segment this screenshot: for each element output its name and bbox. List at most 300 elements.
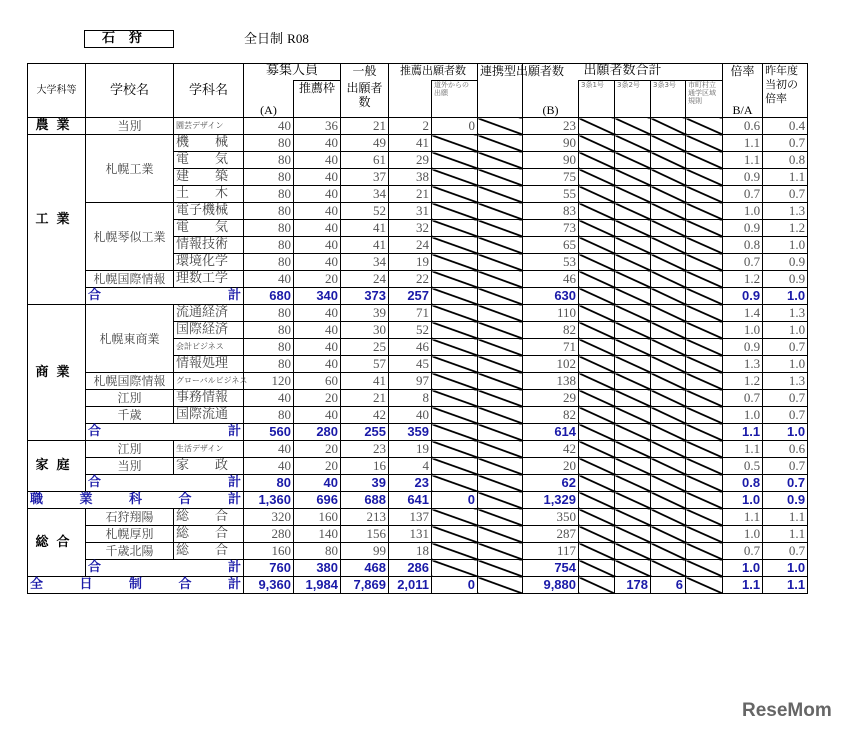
slash-cell: [651, 509, 686, 526]
slash-cell: [615, 373, 651, 390]
value-cell: 1.3: [763, 305, 808, 322]
slash-cell: [651, 118, 686, 135]
value-cell: 80: [244, 254, 294, 271]
value-cell: 40: [294, 220, 341, 237]
value-cell: 0.9: [723, 288, 763, 305]
subtitle-prefix: 全日制: [244, 32, 284, 47]
dept-cell: 事務情報: [174, 390, 244, 407]
dept-cell: 国際流通: [174, 407, 244, 424]
subtotal-label: [86, 475, 244, 492]
dept-cell: 建 築: [174, 169, 244, 186]
slash-cell: [579, 475, 615, 492]
slash-cell: [615, 407, 651, 424]
subtitle: [244, 30, 309, 48]
col-total-apps: 出願者数合計: [523, 64, 723, 81]
value-cell: 24: [389, 237, 432, 254]
value-cell: 40: [294, 305, 341, 322]
value-cell: 0.7: [763, 339, 808, 356]
slash-cell: [651, 424, 686, 441]
col-school: 学校名: [86, 64, 174, 118]
dept-cell: 土 木: [174, 186, 244, 203]
value-cell: 23: [341, 441, 389, 458]
slash-cell: [686, 458, 723, 475]
subtotal-label-text: [88, 424, 241, 440]
value-cell: 1.1: [723, 509, 763, 526]
dept-cell: グローバルビジネス: [174, 373, 244, 390]
slash-cell: [478, 152, 523, 169]
slash-cell: [478, 118, 523, 135]
value-cell: 41: [341, 220, 389, 237]
label-char: 計: [227, 492, 241, 507]
slash-cell: [615, 475, 651, 492]
value-cell: 80: [244, 186, 294, 203]
slash-cell: [579, 492, 615, 509]
value-cell: 1.3: [763, 373, 808, 390]
subtotal-row: [28, 288, 808, 305]
value-cell: 380: [294, 560, 341, 577]
value-cell: 1.0: [723, 407, 763, 424]
value-cell: 65: [523, 237, 579, 254]
value-cell: 140: [294, 526, 341, 543]
label-char: 業: [79, 492, 93, 507]
label-char: 計: [227, 560, 241, 575]
value-cell: 0.7: [763, 475, 808, 492]
slash-cell: [686, 203, 723, 220]
slash-cell: [579, 271, 615, 288]
slash-cell: [432, 186, 478, 203]
school-cell: 当別: [86, 458, 174, 475]
value-cell: 1.1: [723, 135, 763, 152]
slash-cell: [651, 220, 686, 237]
value-cell: 350: [523, 509, 579, 526]
value-cell: 138: [523, 373, 579, 390]
slash-cell: [686, 407, 723, 424]
value-cell: 1,360: [244, 492, 294, 509]
slash-cell: [579, 118, 615, 135]
value-cell: 23: [523, 118, 579, 135]
value-cell: 320: [244, 509, 294, 526]
value-cell: 73: [523, 220, 579, 237]
grand-total-label-text: [30, 492, 241, 508]
value-cell: 0.5: [723, 458, 763, 475]
slash-cell: [686, 118, 723, 135]
school-cell: 札幌東商業: [86, 305, 174, 373]
slash-cell: [579, 322, 615, 339]
slash-cell: [615, 543, 651, 560]
applicants-table: [27, 63, 808, 594]
value-cell: 39: [341, 305, 389, 322]
slash-cell: [615, 288, 651, 305]
value-cell: 1.0: [763, 322, 808, 339]
value-cell: 1.0: [763, 237, 808, 254]
value-cell: 80: [244, 305, 294, 322]
slash-cell: [686, 424, 723, 441]
slash-cell: [686, 135, 723, 152]
value-cell: 1.1: [763, 577, 808, 594]
slash-cell: [686, 390, 723, 407]
label-char: 計: [227, 288, 241, 303]
value-cell: 0.7: [723, 186, 763, 203]
value-cell: 0.8: [763, 152, 808, 169]
slash-cell: [686, 441, 723, 458]
slash-cell: [478, 492, 523, 509]
table-row: [28, 509, 808, 526]
school-cell: 千歳北陽: [86, 543, 174, 560]
slash-cell: [432, 424, 478, 441]
slash-cell: [579, 135, 615, 152]
dept-cell: 理数工学: [174, 271, 244, 288]
slash-cell: [432, 322, 478, 339]
value-cell: 280: [294, 424, 341, 441]
value-cell: 40: [294, 339, 341, 356]
subtotal-label-text: [88, 288, 241, 304]
category-cell: 総合: [28, 509, 86, 577]
value-cell: 40: [244, 118, 294, 135]
value-cell: 117: [523, 543, 579, 560]
slash-cell: [579, 254, 615, 271]
value-cell: 0.6: [723, 118, 763, 135]
value-cell: 1.0: [723, 322, 763, 339]
slash-cell: [615, 356, 651, 373]
slash-cell: [615, 560, 651, 577]
value-cell: 52: [341, 203, 389, 220]
slash-cell: [432, 458, 478, 475]
label-char: 全: [30, 577, 44, 592]
value-cell: 680: [244, 288, 294, 305]
slash-cell: [478, 271, 523, 288]
value-cell: 40: [294, 186, 341, 203]
slash-cell: [615, 220, 651, 237]
slash-cell: [651, 271, 686, 288]
value-cell: 1.3: [723, 356, 763, 373]
value-cell: 37: [341, 169, 389, 186]
col-j3: 3条3号: [651, 81, 686, 118]
slash-cell: [478, 475, 523, 492]
slash-cell: [686, 288, 723, 305]
value-cell: 52: [389, 322, 432, 339]
label-char: 合: [88, 560, 102, 575]
subtotal-label-text: [88, 560, 241, 576]
slash-cell: [432, 271, 478, 288]
value-cell: 1.0: [723, 526, 763, 543]
slash-cell: [478, 220, 523, 237]
value-cell: 90: [523, 135, 579, 152]
value-cell: 359: [389, 424, 432, 441]
slash-cell: [615, 322, 651, 339]
value-cell: 80: [244, 339, 294, 356]
value-cell: 0.9: [763, 271, 808, 288]
value-cell: 40: [294, 322, 341, 339]
col-dept: 学科名: [174, 64, 244, 118]
value-cell: 20: [294, 458, 341, 475]
slash-cell: [686, 254, 723, 271]
value-cell: 45: [389, 356, 432, 373]
table-row: [28, 373, 808, 390]
value-cell: 80: [244, 203, 294, 220]
value-cell: 41: [341, 373, 389, 390]
value-cell: 23: [389, 475, 432, 492]
value-cell: 42: [523, 441, 579, 458]
slash-cell: [579, 526, 615, 543]
value-cell: 21: [341, 390, 389, 407]
category-cell: 家庭: [28, 441, 86, 492]
slash-cell: [478, 203, 523, 220]
school-cell: 札幌国際情報: [86, 373, 174, 390]
value-cell: 80: [244, 152, 294, 169]
table-body: [28, 118, 808, 594]
slash-cell: [478, 322, 523, 339]
value-cell: 6: [651, 577, 686, 594]
value-cell: 1.0: [723, 492, 763, 509]
slash-cell: [651, 135, 686, 152]
value-cell: 0.9: [723, 169, 763, 186]
value-cell: 40: [294, 356, 341, 373]
slash-cell: [478, 407, 523, 424]
slash-cell: [686, 577, 723, 594]
slash-cell: [686, 560, 723, 577]
slash-cell: [579, 390, 615, 407]
label-char: 計: [227, 475, 241, 490]
value-cell: 0.7: [763, 135, 808, 152]
slash-cell: [478, 577, 523, 594]
value-cell: 1.1: [723, 424, 763, 441]
slash-cell: [686, 169, 723, 186]
col-capacity: 募集人員: [244, 64, 341, 81]
slash-cell: [651, 288, 686, 305]
slash-cell: [651, 169, 686, 186]
school-cell: 札幌厚別: [86, 526, 174, 543]
slash-cell: [686, 152, 723, 169]
value-cell: 560: [244, 424, 294, 441]
value-cell: 61: [341, 152, 389, 169]
value-cell: 41: [389, 135, 432, 152]
slash-cell: [615, 254, 651, 271]
value-cell: 257: [389, 288, 432, 305]
label-char: 合: [88, 424, 102, 439]
label-char: 科: [128, 492, 142, 507]
slash-cell: [478, 373, 523, 390]
slash-cell: [579, 577, 615, 594]
slash-cell: [432, 169, 478, 186]
value-cell: 80: [244, 407, 294, 424]
slash-cell: [686, 526, 723, 543]
grand-total-row: [28, 492, 808, 509]
slash-cell: [579, 152, 615, 169]
value-cell: 29: [389, 152, 432, 169]
col-prev-ratio: 昨年度当初の倍率: [763, 64, 808, 118]
value-cell: 49: [341, 135, 389, 152]
slash-cell: [651, 237, 686, 254]
value-cell: 40: [294, 407, 341, 424]
value-cell: 34: [341, 254, 389, 271]
resemom-logo: ReseMom: [742, 700, 832, 721]
value-cell: 0: [432, 577, 478, 594]
slash-cell: [651, 458, 686, 475]
value-cell: 137: [389, 509, 432, 526]
slash-cell: [579, 220, 615, 237]
value-cell: 1.0: [763, 356, 808, 373]
slash-cell: [651, 305, 686, 322]
label-char: 制: [128, 577, 142, 592]
subtotal-label: [86, 288, 244, 305]
label-char: 職: [30, 492, 44, 507]
slash-cell: [432, 509, 478, 526]
slash-cell: [579, 458, 615, 475]
value-cell: 82: [523, 322, 579, 339]
dept-cell: 生活デザイン: [174, 441, 244, 458]
slash-cell: [432, 356, 478, 373]
value-cell: 102: [523, 356, 579, 373]
value-cell: 80: [244, 237, 294, 254]
slash-cell: [651, 441, 686, 458]
slash-cell: [432, 254, 478, 271]
value-cell: 0: [432, 118, 478, 135]
value-cell: 280: [244, 526, 294, 543]
label-char: 合: [178, 577, 192, 592]
value-cell: 34: [341, 186, 389, 203]
value-cell: 0.7: [723, 390, 763, 407]
value-cell: 80: [244, 356, 294, 373]
value-cell: 0.9: [723, 339, 763, 356]
slash-cell: [686, 543, 723, 560]
dept-cell: 会計ビジネス: [174, 339, 244, 356]
value-cell: 0: [432, 492, 478, 509]
value-cell: 696: [294, 492, 341, 509]
table-row: [28, 407, 808, 424]
value-cell: 90: [523, 152, 579, 169]
slash-cell: [478, 339, 523, 356]
slash-cell: [651, 186, 686, 203]
value-cell: 55: [523, 186, 579, 203]
value-cell: 9,880: [523, 577, 579, 594]
slash-cell: [686, 373, 723, 390]
value-cell: 1.2: [763, 220, 808, 237]
slash-cell: [478, 254, 523, 271]
slash-cell: [478, 424, 523, 441]
value-cell: 0.6: [763, 441, 808, 458]
slash-cell: [432, 339, 478, 356]
slash-cell: [478, 305, 523, 322]
value-cell: 8: [389, 390, 432, 407]
value-cell: 1.1: [723, 577, 763, 594]
col-recommend-apps: 推薦出願者数: [389, 64, 478, 81]
school-cell: 江別: [86, 441, 174, 458]
value-cell: 42: [341, 407, 389, 424]
value-cell: 40: [294, 475, 341, 492]
value-cell: 21: [389, 186, 432, 203]
value-cell: 20: [294, 271, 341, 288]
value-cell: 71: [523, 339, 579, 356]
value-cell: 1.4: [723, 305, 763, 322]
slash-cell: [432, 203, 478, 220]
slash-cell: [686, 271, 723, 288]
table-row: [28, 203, 808, 220]
grand-total-label-text: [30, 577, 241, 593]
slash-cell: [651, 254, 686, 271]
slash-cell: [686, 305, 723, 322]
value-cell: 20: [294, 390, 341, 407]
slash-cell: [478, 458, 523, 475]
value-cell: 213: [341, 509, 389, 526]
value-cell: 255: [341, 424, 389, 441]
label-char: 計: [227, 577, 241, 592]
subtitle-code: R08: [287, 31, 309, 46]
slash-cell: [651, 492, 686, 509]
slash-cell: [686, 475, 723, 492]
slash-cell: [478, 441, 523, 458]
category-cell: 工業: [28, 135, 86, 305]
value-cell: 21: [341, 118, 389, 135]
slash-cell: [579, 543, 615, 560]
slash-cell: [615, 118, 651, 135]
slash-cell: [615, 237, 651, 254]
value-cell: 40: [244, 390, 294, 407]
slash-cell: [686, 509, 723, 526]
slash-cell: [579, 203, 615, 220]
value-cell: 75: [523, 169, 579, 186]
value-cell: 1.0: [763, 424, 808, 441]
subtotal-row: [28, 560, 808, 577]
slash-cell: [432, 305, 478, 322]
value-cell: 1.1: [723, 441, 763, 458]
value-cell: 614: [523, 424, 579, 441]
value-cell: 24: [341, 271, 389, 288]
value-cell: 16: [341, 458, 389, 475]
dept-cell: 流通経済: [174, 305, 244, 322]
col-ratio: 倍率: [723, 64, 763, 81]
value-cell: 2: [389, 118, 432, 135]
school-cell: 石狩翔陽: [86, 509, 174, 526]
value-cell: 0.7: [723, 254, 763, 271]
col-general-bottom: 出願者数: [341, 81, 389, 118]
col-capacity-a: (A): [244, 81, 294, 118]
slash-cell: [432, 373, 478, 390]
table-row: [28, 526, 808, 543]
value-cell: 468: [341, 560, 389, 577]
school-cell: 千歳: [86, 407, 174, 424]
value-cell: 1.1: [723, 152, 763, 169]
slash-cell: [615, 441, 651, 458]
value-cell: 131: [389, 526, 432, 543]
slash-cell: [651, 475, 686, 492]
slash-cell: [478, 237, 523, 254]
col-j1: 3条1号: [579, 81, 615, 118]
value-cell: 160: [244, 543, 294, 560]
value-cell: 1.0: [763, 288, 808, 305]
region-title: 石狩: [84, 30, 174, 48]
table-row: [28, 441, 808, 458]
value-cell: 40: [294, 237, 341, 254]
value-cell: 0.7: [763, 390, 808, 407]
value-cell: 53: [523, 254, 579, 271]
label-char: 合: [88, 475, 102, 490]
value-cell: 286: [389, 560, 432, 577]
slash-cell: [579, 373, 615, 390]
slash-cell: [651, 203, 686, 220]
value-cell: 754: [523, 560, 579, 577]
value-cell: 20: [294, 441, 341, 458]
value-cell: 0.7: [763, 407, 808, 424]
slash-cell: [478, 356, 523, 373]
value-cell: 2,011: [389, 577, 432, 594]
table-row: [28, 458, 808, 475]
value-cell: 1.1: [763, 509, 808, 526]
slash-cell: [651, 560, 686, 577]
slash-cell: [686, 322, 723, 339]
value-cell: 46: [523, 271, 579, 288]
dept-cell: 環境化学: [174, 254, 244, 271]
col-renkei: 連携型出願者数: [478, 64, 523, 118]
